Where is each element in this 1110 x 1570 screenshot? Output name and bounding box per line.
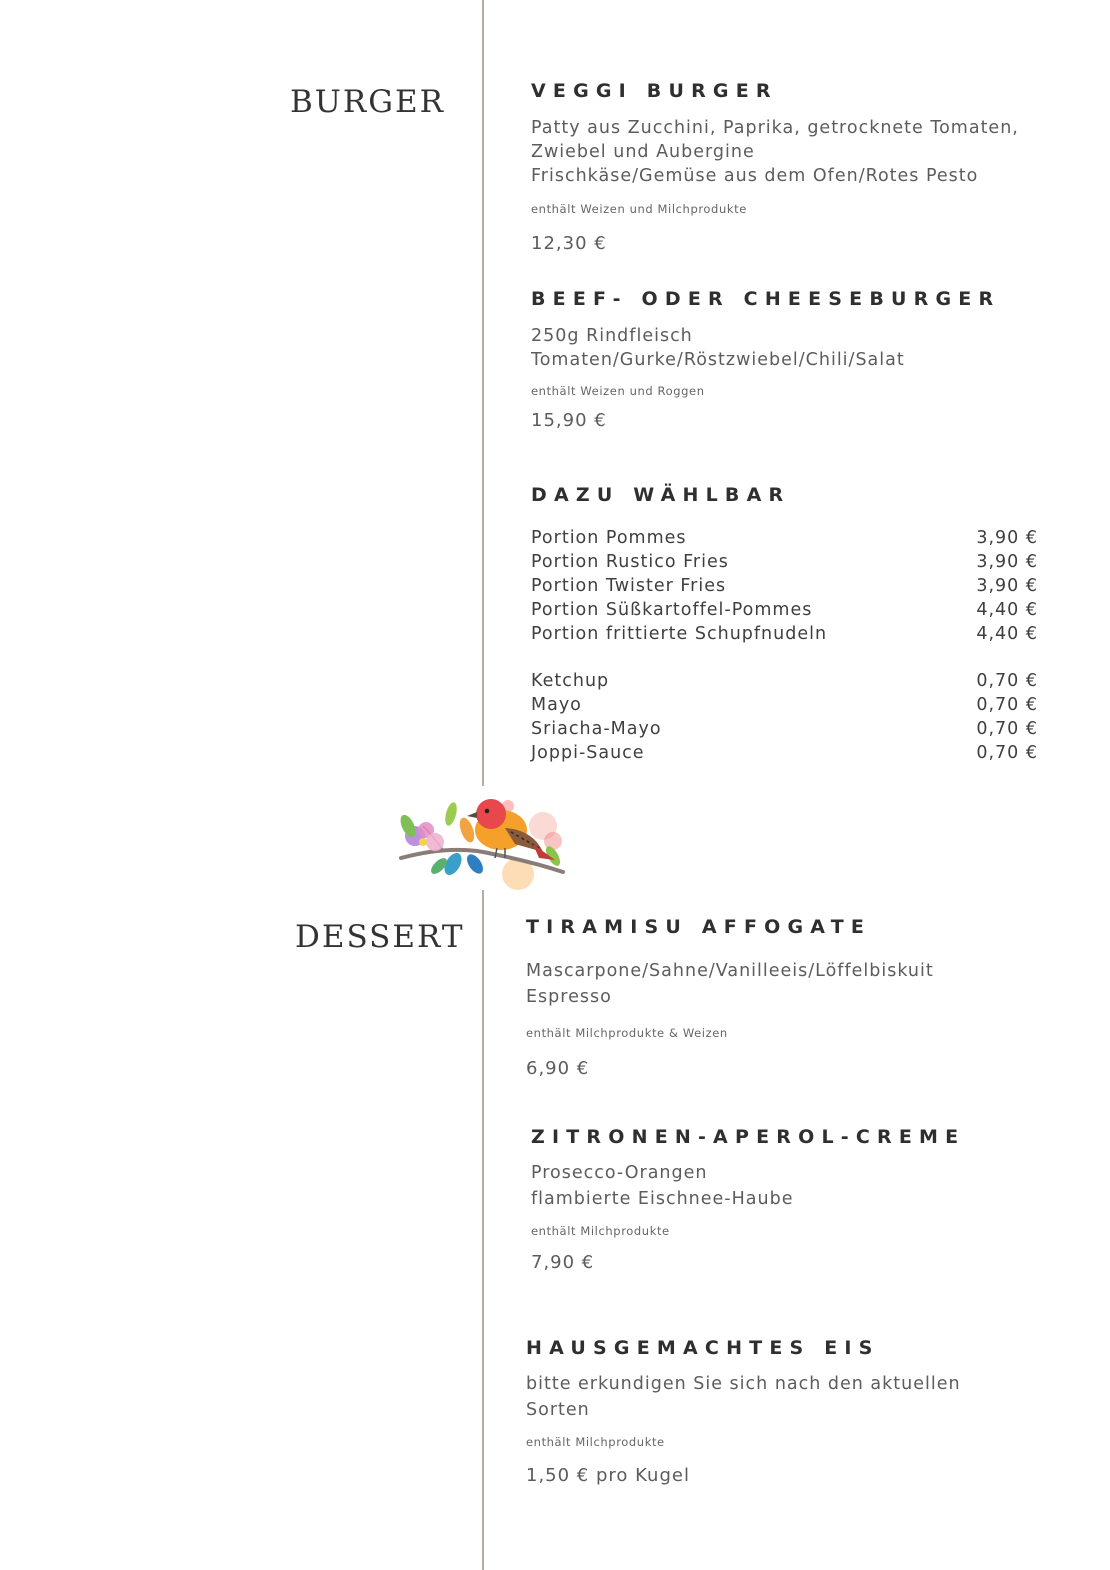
description-line: Tomaten/Gurke/Röstzwiebel/Chili/Salat	[531, 350, 905, 370]
menu-item-zitronen-aperol-creme	[531, 1126, 1071, 1273]
price-row-rustico-fries: Portion Rustico Fries 3,90 €	[531, 552, 1038, 572]
sauces-price-list	[531, 669, 1038, 765]
item-price: 12,30 €	[531, 233, 607, 254]
item-title: BEEF- ODER CHEESEBURGER	[531, 288, 1001, 310]
description-line: flambierte Eischnee-Haube	[531, 1189, 794, 1209]
item-title: HAUSGEMACHTES EIS	[526, 1337, 880, 1359]
price-row-twister-fries: Portion Twister Fries 3,90 €	[531, 576, 1038, 596]
item-price: 6,90 €	[526, 1058, 590, 1079]
description-line: Prosecco-Orangen	[531, 1163, 708, 1183]
price-row-sriacha-mayo: Sriacha-Mayo 0,70 €	[531, 719, 1038, 739]
description-line: Patty aus Zucchini, Paprika, getrocknete Tomaten,	[531, 118, 1019, 138]
description-line: Mascarpone/Sahne/Vanilleeis/Löffelbiskuit	[526, 961, 934, 981]
description-line: 250g Rindfleisch	[531, 326, 693, 346]
item-title: VEGGI BURGER	[531, 80, 778, 102]
description-line: Zwiebel und Aubergine	[531, 142, 755, 162]
menu-item-beef-cheeseburger	[531, 288, 1071, 431]
description-line: Espresso	[526, 987, 612, 1007]
price-row-mayo: Mayo 0,70 €	[531, 695, 1038, 715]
allergen-note: enthält Milchprodukte	[531, 1224, 670, 1238]
item-description	[531, 324, 1071, 372]
price-row-pommes: Portion Pommes 3,90 €	[531, 528, 1038, 548]
item-title: ZITRONEN-APEROL-CREME	[531, 1126, 966, 1148]
allergen-note: enthält Milchprodukte	[526, 1435, 665, 1449]
item-description	[531, 1160, 1071, 1212]
item-title: TIRAMISU AFFOGATE	[526, 916, 872, 938]
extras-title: DAZU WÄHLBAR	[531, 484, 791, 506]
menu-item-veggi-burger	[531, 80, 1071, 254]
price-row-suesskartoffel-pommes: Portion Süßkartoffel-Pommes 4,40 €	[531, 600, 1038, 620]
item-description	[526, 1371, 1066, 1423]
description-line: Sorten	[526, 1400, 590, 1420]
item-price: 15,90 €	[531, 410, 607, 431]
item-price: 7,90 €	[531, 1252, 595, 1273]
item-description	[526, 958, 1066, 1010]
bird-on-branch-icon	[393, 786, 573, 890]
description-line: Frischkäse/Gemüse aus dem Ofen/Rotes Pesto	[531, 166, 979, 186]
menu-item-tiramisu-affogate	[526, 916, 1066, 1079]
vertical-divider	[482, 0, 484, 1570]
description-line: bitte erkundigen Sie sich nach den aktuellen	[526, 1374, 961, 1394]
section-title-dessert: DESSERT	[295, 919, 465, 955]
price-row-schupfnudeln: Portion frittierte Schupfnudeln 4,40 €	[531, 624, 1038, 644]
item-price: 1,50 € pro Kugel	[526, 1465, 690, 1486]
price-row-joppi-sauce: Joppi-Sauce 0,70 €	[531, 743, 1038, 763]
allergen-note: enthält Milchprodukte & Weizen	[526, 1026, 728, 1040]
allergen-note: enthält Weizen und Milchprodukte	[531, 202, 747, 216]
sides-price-list	[531, 526, 1038, 646]
section-title-burger: BURGER	[290, 84, 445, 120]
item-description	[531, 116, 1071, 188]
menu-item-hausgemachtes-eis	[526, 1337, 1066, 1486]
allergen-note: enthält Weizen und Roggen	[531, 384, 705, 398]
price-row-ketchup: Ketchup 0,70 €	[531, 671, 1038, 691]
